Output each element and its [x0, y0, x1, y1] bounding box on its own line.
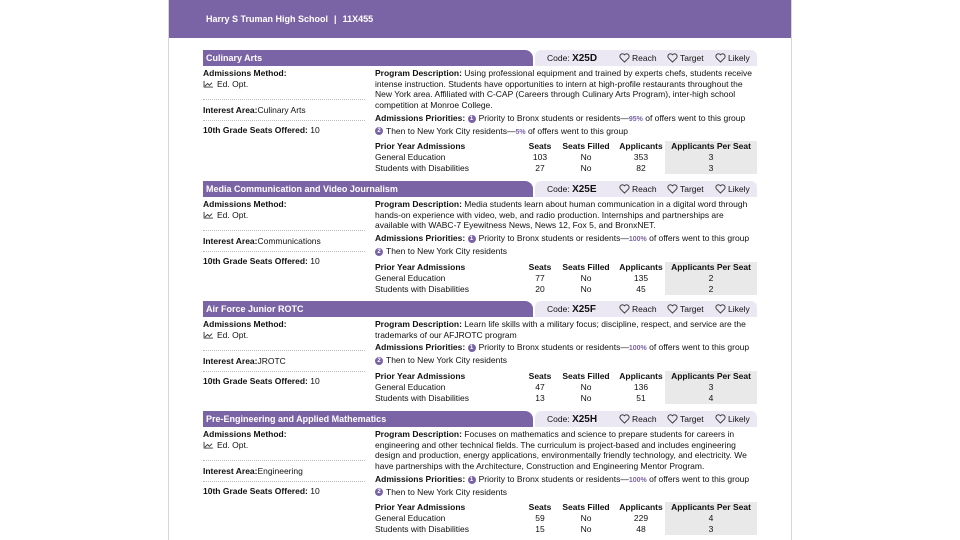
admissions-method — [203, 68, 365, 100]
table-row — [375, 513, 757, 524]
program-description — [375, 68, 757, 111]
heart-icon — [619, 53, 630, 63]
seats-offered-label: 10th Grade Seats Offered: — [203, 376, 308, 386]
program-name: Pre-Engineering and Applied Mathematics — [203, 411, 533, 427]
priority-1-text: Priority to Bronx students or residents— — [478, 233, 629, 244]
admissions-method-value: Ed. Opt. — [217, 79, 249, 89]
school-code: 11X455 — [342, 14, 374, 24]
priority-2-text: Then to New York City residents — [386, 486, 507, 497]
row-label: General Education — [375, 381, 446, 392]
col-header-prior-year: Prior Year Admissions — [375, 141, 466, 152]
seats-offered-label: 10th Grade Seats Offered: — [203, 486, 308, 496]
code-label: Code: — [547, 53, 570, 63]
col-header-per-seat: Applicants Per Seat — [665, 502, 757, 513]
col-header-prior-year: Prior Year Admissions — [375, 502, 466, 513]
program-code-bar — [535, 411, 757, 427]
row-per-seat: 3 — [665, 382, 757, 393]
admissions-method-value: Ed. Opt. — [217, 210, 249, 220]
interest-area — [203, 351, 365, 372]
priority-2-text: Then to New York City residents — [386, 245, 507, 256]
row-seats: 20 — [535, 283, 545, 294]
code-value: X25F — [572, 304, 596, 315]
seats-offered-label: 10th Grade Seats Offered: — [203, 256, 308, 266]
row-filled: No — [580, 163, 592, 174]
table-row — [375, 382, 757, 393]
code-value: X25H — [572, 414, 598, 425]
priority-1-percent: 100% — [628, 345, 647, 353]
likely-toggle[interactable] — [715, 411, 750, 427]
priority-1-percent: 100% — [628, 236, 647, 244]
interest-area-value: Culinary Arts — [257, 105, 306, 115]
program-name: Air Force Junior ROTC — [203, 301, 533, 317]
admissions-method-label: Admissions Method: — [203, 429, 287, 439]
priorities-label: Admissions Priorities: — [375, 112, 466, 123]
row-seats: 59 — [535, 513, 545, 524]
priority-1-text: Priority to Bronx students or residents— — [478, 473, 629, 484]
row-applicants: 82 — [636, 163, 646, 174]
admissions-priority-2 — [375, 355, 757, 368]
row-label: Students with Disabilities — [375, 283, 470, 294]
admissions-priority-2 — [375, 487, 757, 500]
table-row — [375, 524, 757, 535]
seats-offered-value: 10 — [310, 486, 320, 496]
program-description — [375, 319, 757, 340]
table-row — [375, 152, 757, 163]
col-header-prior-year: Prior Year Admissions — [375, 261, 466, 272]
col-header-seats: Seats — [528, 502, 552, 513]
row-per-seat: 4 — [665, 513, 757, 524]
trend-chart-icon — [203, 80, 214, 88]
heart-icon — [619, 304, 630, 314]
heart-icon — [715, 304, 726, 314]
program-code-bar — [535, 181, 757, 197]
heart-icon — [619, 414, 630, 424]
table-header-row — [375, 141, 757, 152]
row-per-seat: 2 — [665, 284, 757, 295]
heart-icon — [715, 414, 726, 424]
program-code — [547, 181, 597, 198]
priority-number-1-icon: 1 — [468, 235, 476, 243]
row-filled: No — [580, 392, 592, 403]
row-label: Students with Disabilities — [375, 524, 470, 535]
likely-label: Likely — [728, 53, 750, 63]
admissions-priority-2 — [375, 126, 757, 139]
trend-chart-icon — [203, 441, 214, 449]
interest-area-value: JROTC — [257, 356, 286, 366]
program-header — [203, 50, 757, 66]
likely-toggle[interactable] — [715, 50, 750, 66]
likely-toggle[interactable] — [715, 301, 750, 317]
priority-number-2-icon: 2 — [375, 248, 383, 256]
interest-area-label: Interest Area: — [203, 356, 258, 366]
row-applicants: 136 — [633, 381, 649, 392]
row-seats: 103 — [532, 152, 548, 163]
prior-year-table — [375, 502, 757, 535]
row-label: General Education — [375, 272, 446, 283]
interest-area — [203, 100, 365, 121]
admissions-priority-1 — [375, 474, 757, 487]
reach-toggle[interactable] — [619, 50, 657, 66]
priority-1-percent: 95% — [628, 115, 643, 123]
row-filled: No — [580, 283, 592, 294]
interest-area — [203, 461, 365, 482]
admissions-priority-1 — [375, 113, 757, 126]
program-code-bar — [535, 50, 757, 66]
code-value: X25D — [572, 53, 598, 64]
interest-area-label: Interest Area: — [203, 236, 258, 246]
target-label: Target — [680, 414, 704, 424]
priority-1-text: Priority to Bronx students or residents— — [478, 112, 629, 123]
col-header-filled: Seats Filled — [562, 141, 610, 152]
priority-1-text: Priority to Bronx students or residents— — [478, 342, 629, 353]
description-label: Program Description: — [375, 199, 462, 209]
priority-1-percent: 100% — [628, 476, 647, 484]
code-label: Code: — [547, 304, 570, 314]
table-row — [375, 393, 757, 404]
row-filled: No — [580, 524, 592, 535]
priority-number-2-icon: 2 — [375, 357, 383, 365]
col-header-per-seat: Applicants Per Seat — [665, 371, 757, 382]
row-filled: No — [580, 513, 592, 524]
row-seats: 47 — [535, 381, 545, 392]
target-toggle[interactable] — [667, 181, 704, 197]
description-text: Using professional equipment and trained by experts chefs, students receive intense instruction. Students have opportunities to intern at high-profile restaurants throughout the New York area. Affiliated with C-CAP (Careers through Culinary Arts Program), inter-high school competition at Monroe College. — [375, 68, 753, 111]
table-row — [375, 273, 757, 284]
program-details — [375, 429, 757, 535]
heart-icon — [667, 304, 678, 314]
heart-icon — [715, 53, 726, 63]
table-row — [375, 163, 757, 174]
interest-area-value: Engineering — [257, 466, 303, 476]
trend-chart-icon — [203, 331, 214, 339]
seats-offered — [203, 372, 365, 390]
row-seats: 77 — [535, 272, 545, 283]
program-header — [203, 181, 757, 197]
col-header-applicants: Applicants — [619, 261, 663, 272]
program-summary — [203, 319, 365, 390]
reach-label: Reach — [632, 304, 657, 314]
program-header — [203, 411, 757, 427]
school-name: Harry S Truman High School — [206, 14, 329, 24]
program-header — [203, 301, 757, 317]
reach-toggle[interactable] — [619, 181, 657, 197]
admissions-method — [203, 199, 365, 231]
code-label: Code: — [547, 414, 570, 424]
priority-number-1-icon: 1 — [468, 476, 476, 484]
seats-offered — [203, 252, 365, 270]
target-toggle[interactable] — [667, 411, 704, 427]
col-header-per-seat: Applicants Per Seat — [665, 262, 757, 273]
col-header-prior-year: Prior Year Admissions — [375, 370, 466, 381]
admissions-method-label: Admissions Method: — [203, 68, 287, 78]
reach-toggle[interactable] — [619, 411, 657, 427]
interest-area-value: Communications — [257, 236, 321, 246]
row-applicants: 51 — [636, 392, 646, 403]
description-label: Program Description: — [375, 429, 462, 439]
priorities-label: Admissions Priorities: — [375, 233, 466, 244]
row-applicants: 229 — [633, 513, 649, 524]
description-label: Program Description: — [375, 319, 462, 329]
program-description — [375, 429, 757, 472]
prior-year-table — [375, 371, 757, 404]
prior-year-table — [375, 262, 757, 295]
row-per-seat: 3 — [665, 163, 757, 174]
row-filled: No — [580, 381, 592, 392]
row-per-seat: 4 — [665, 393, 757, 404]
admissions-method-label: Admissions Method: — [203, 319, 287, 329]
priorities-label: Admissions Priorities: — [375, 473, 466, 484]
interest-area — [203, 231, 365, 252]
admissions-priority-1 — [375, 342, 757, 355]
program-summary — [203, 68, 365, 139]
priority-1-tail: of offers went to this group — [649, 233, 750, 244]
program-name: Media Communication and Video Journalism — [203, 181, 533, 197]
interest-area-label: Interest Area: — [203, 105, 258, 115]
row-filled: No — [580, 152, 592, 163]
col-header-filled: Seats Filled — [562, 261, 610, 272]
col-header-filled: Seats Filled — [562, 502, 610, 513]
seats-offered-value: 10 — [310, 376, 320, 386]
reach-label: Reach — [632, 184, 657, 194]
row-per-seat: 3 — [665, 152, 757, 163]
program-details — [375, 68, 757, 174]
row-applicants: 135 — [633, 272, 649, 283]
admissions-method — [203, 319, 365, 351]
seats-offered-value: 10 — [310, 256, 320, 266]
reach-toggle[interactable] — [619, 301, 657, 317]
code-value: X25E — [572, 184, 597, 195]
target-label: Target — [680, 304, 704, 314]
target-label: Target — [680, 184, 704, 194]
admissions-priority-2 — [375, 246, 757, 259]
col-header-applicants: Applicants — [619, 370, 663, 381]
target-toggle[interactable] — [667, 50, 704, 66]
priority-number-1-icon: 1 — [468, 344, 476, 352]
admissions-method-value: Ed. Opt. — [217, 330, 249, 340]
program-details — [375, 319, 757, 404]
description-label: Program Description: — [375, 68, 462, 78]
row-label: Students with Disabilities — [375, 163, 470, 174]
row-seats: 27 — [535, 163, 545, 174]
likely-label: Likely — [728, 304, 750, 314]
admissions-priority-1 — [375, 233, 757, 246]
program-code — [547, 50, 597, 67]
program-description — [375, 199, 757, 231]
seats-offered — [203, 121, 365, 139]
table-row — [375, 284, 757, 295]
heart-icon — [715, 184, 726, 194]
seats-offered — [203, 482, 365, 500]
description-text: Focuses on mathematics and science to prepare students for careers in engineering and other technical fields. The curriculum is project-based and includes engineering design and production, energy applications, environmentally friendly technology, and electricity. We have partnerships with the Architecture, Construction and Engineering Mentor Program. — [375, 429, 747, 472]
prior-year-table — [375, 141, 757, 174]
priority-number-2-icon: 2 — [375, 488, 383, 496]
reach-label: Reach — [632, 414, 657, 424]
col-header-seats: Seats — [528, 370, 552, 381]
priorities-label: Admissions Priorities: — [375, 342, 466, 353]
admissions-method-value: Ed. Opt. — [217, 440, 249, 450]
priority-2-tail: of offers went to this group — [527, 125, 628, 136]
program-summary — [203, 199, 365, 270]
row-per-seat: 3 — [665, 524, 757, 535]
program-code — [547, 301, 596, 318]
heart-icon — [667, 184, 678, 194]
code-label: Code: — [547, 184, 570, 194]
priority-2-text: Then to New York City residents — [386, 355, 507, 366]
priority-2-percent: 5% — [515, 128, 526, 136]
row-seats: 13 — [535, 392, 545, 403]
col-header-applicants: Applicants — [619, 502, 663, 513]
row-applicants: 48 — [636, 524, 646, 535]
likely-label: Likely — [728, 414, 750, 424]
guide-page — [168, 0, 792, 540]
program-code-bar — [535, 301, 757, 317]
program-code — [547, 411, 597, 428]
priority-1-tail: of offers went to this group — [649, 473, 750, 484]
description-text: Learn life skills with a military focus; discipline, respect, and service are the trademarks of our AFJROTC program — [375, 319, 746, 340]
program-summary — [203, 429, 365, 500]
heart-icon — [667, 414, 678, 424]
table-header-row — [375, 371, 757, 382]
col-header-applicants: Applicants — [619, 141, 663, 152]
reach-label: Reach — [632, 53, 657, 63]
col-header-per-seat: Applicants Per Seat — [665, 141, 757, 152]
program-name: Culinary Arts — [203, 50, 533, 66]
description-text: Media students learn about human communication in a digital word through hands-on experience with video, web, and radio production. Internships and partnerships are available with WABC-7 Eyewitness News, News 12, Fox 5, and BronxNET. — [375, 199, 748, 231]
heart-icon — [619, 184, 630, 194]
target-toggle[interactable] — [667, 301, 704, 317]
seats-offered-value: 10 — [310, 125, 320, 135]
admissions-method — [203, 429, 365, 461]
priority-number-2-icon: 2 — [375, 127, 383, 135]
target-label: Target — [680, 53, 704, 63]
col-header-filled: Seats Filled — [562, 370, 610, 381]
header-separator: | — [334, 14, 337, 24]
admissions-method-label: Admissions Method: — [203, 199, 287, 209]
col-header-seats: Seats — [528, 261, 552, 272]
likely-toggle[interactable] — [715, 181, 750, 197]
row-applicants: 45 — [636, 283, 646, 294]
priority-1-tail: of offers went to this group — [645, 112, 746, 123]
likely-label: Likely — [728, 184, 750, 194]
priority-number-1-icon: 1 — [468, 115, 476, 123]
interest-area-label: Interest Area: — [203, 466, 258, 476]
priority-1-tail: of offers went to this group — [649, 342, 750, 353]
program-details — [375, 199, 757, 295]
row-seats: 15 — [535, 524, 545, 535]
table-header-row — [375, 262, 757, 273]
row-filled: No — [580, 272, 592, 283]
priority-2-text: Then to New York City residents— — [386, 125, 516, 136]
row-label: Students with Disabilities — [375, 392, 470, 403]
col-header-seats: Seats — [528, 141, 552, 152]
school-header — [169, 0, 791, 38]
row-per-seat: 2 — [665, 273, 757, 284]
seats-offered-label: 10th Grade Seats Offered: — [203, 125, 308, 135]
row-label: General Education — [375, 513, 446, 524]
heart-icon — [667, 53, 678, 63]
table-header-row — [375, 502, 757, 513]
row-applicants: 353 — [633, 152, 649, 163]
trend-chart-icon — [203, 211, 214, 219]
row-label: General Education — [375, 152, 446, 163]
